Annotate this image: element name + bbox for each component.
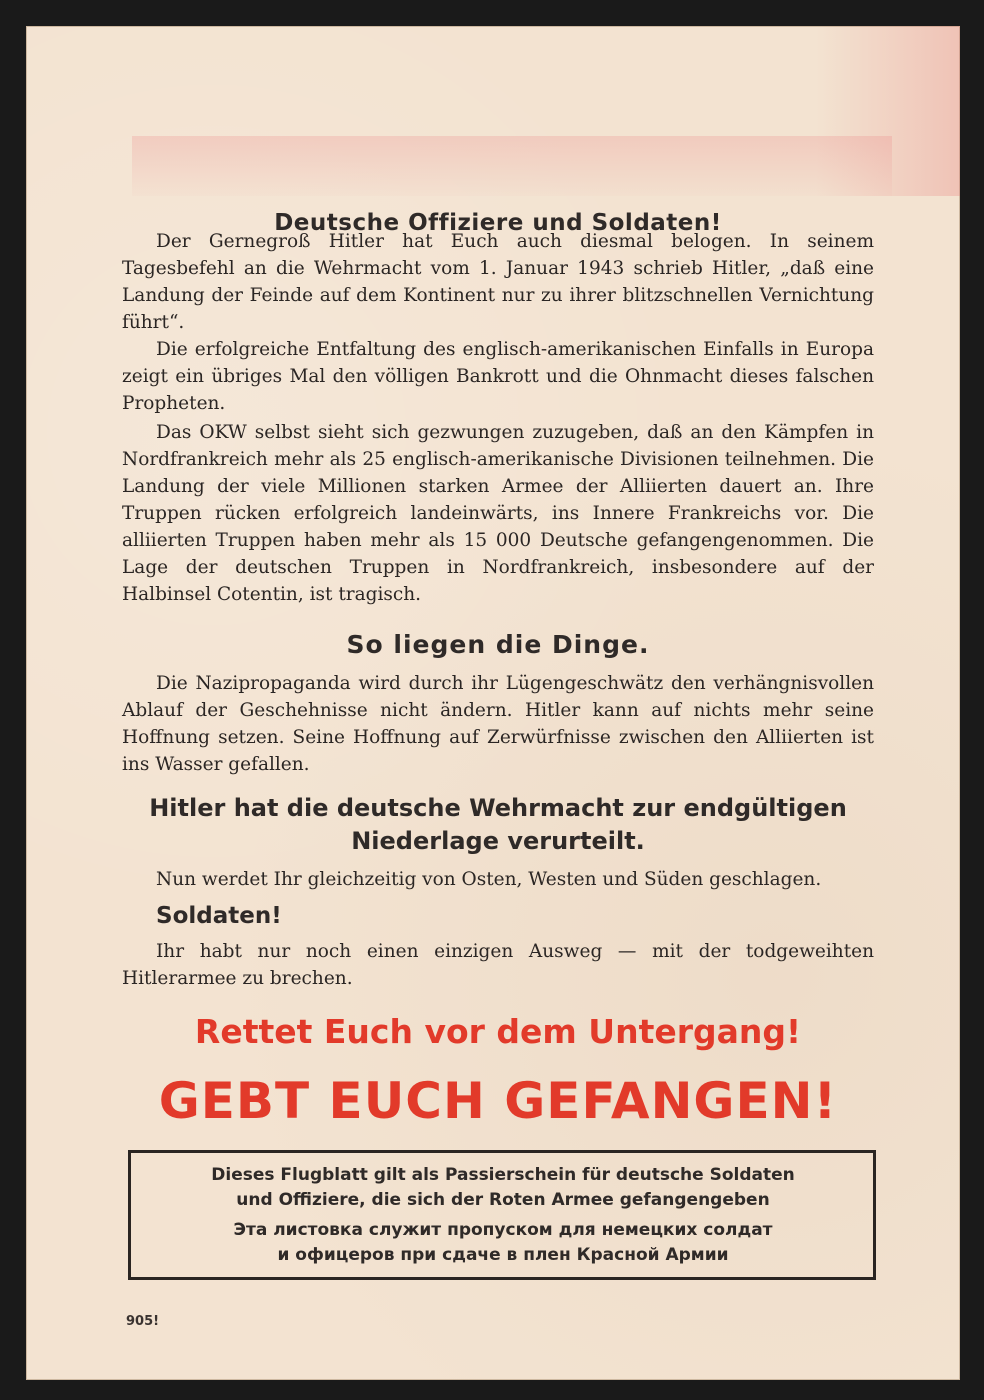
passierschein-russian [151,1218,855,1268]
passierschein-russian-line-2: и офицеров при сдаче в плен Красной Армии [277,1245,729,1265]
passierschein-german [151,1163,855,1213]
subheading-so-liegen: So liegen die Dinge. [346,630,650,659]
paragraph-1: Der Gernegroß Hitler hat Euch auch diesmal belogen. In seinem Tagesbefehl an die Wehrmacht vom 1. Januar 1943 schrieb Hitler, „daß eine Landung der Feinde auf dem Kontinent nur zu ihrer blitzschnellen Vernichtung führt“. [122,231,874,333]
red-call-gebt-euch-gefangen: GEBT EUCH GEFANGEN! [158,1072,838,1130]
passierschein-russian-line-1: Эта листовка служит пропуском для немецких солдат [233,1220,773,1240]
leaflet-heading: Deutsche Offiziere und Soldaten! [274,210,722,236]
red-call-rettet: Rettet Euch vor dem Untergang! [194,1012,802,1051]
passierschein-german-line-2: und Offiziere, die sich der Roten Armee gefangengeben [236,1190,770,1210]
soldaten-heading: Soldaten! [156,903,282,929]
paragraph-5: Nun werdet Ihr gleichzeitig von Osten, Westen und Süden geschlagen. [156,869,822,890]
leaflet-paper [26,26,960,1380]
paragraph-3: Das OKW selbst sieht sich gezwungen zuzugeben, daß an den Kämpfen in Nordfrankreich mehr als 25 englisch-amerikanische Divisionen teilnehmen. Die Landung der viele Millionen starken Armee der Alliierten dauert an. Ihre Truppen rücken erfolgreich landeinwärts, ins Innere Frankreichs vor. Die alliierten Truppen haben mehr als 15 000 Deutsche gefangengenommen. Die Lage der deutschen Truppen in Nordfrankreich, insbesondere auf der Halbinsel Cotentin, ist tragisch. [122,422,874,605]
paragraph-4: Die Nazipropaganda wird durch ihr Lügengeschwätz den verhängnisvollen Ablauf der Geschehnisse nicht ändern. Hitler kann auf nichts mehr seine Hoffnung setzen. Seine Hoffnung auf Zerwürfnisse zwischen den Alliierten ist ins Wasser gefallen. [122,673,874,775]
pink-stain-corner [816,26,960,196]
paragraph-6: Ihr habt nur noch einen einzigen Ausweg — mit der todgeweihten Hitlerarmee zu brechen. [122,941,874,989]
passierschein-box [128,1150,876,1280]
pink-stain-band [132,136,892,196]
passierschein-german-line-1: Dieses Flugblatt gilt als Passierschein für deutsche Soldaten [211,1165,795,1185]
paragraph-2: Die erfolgreiche Entfaltung des englisch-amerikanischen Einfalls in Europa zeigt ein übriges Mal den völligen Bankrott und die Ohnmacht dieses falschen Propheten. [122,339,874,414]
subheading-hitler-line-2: Niederlage verurteilt. [351,827,645,855]
subheading-hitler-line-1: Hitler hat die deutsche Wehrmacht zur endgültigen [149,794,847,822]
leaflet-code: 905! [126,1314,160,1329]
